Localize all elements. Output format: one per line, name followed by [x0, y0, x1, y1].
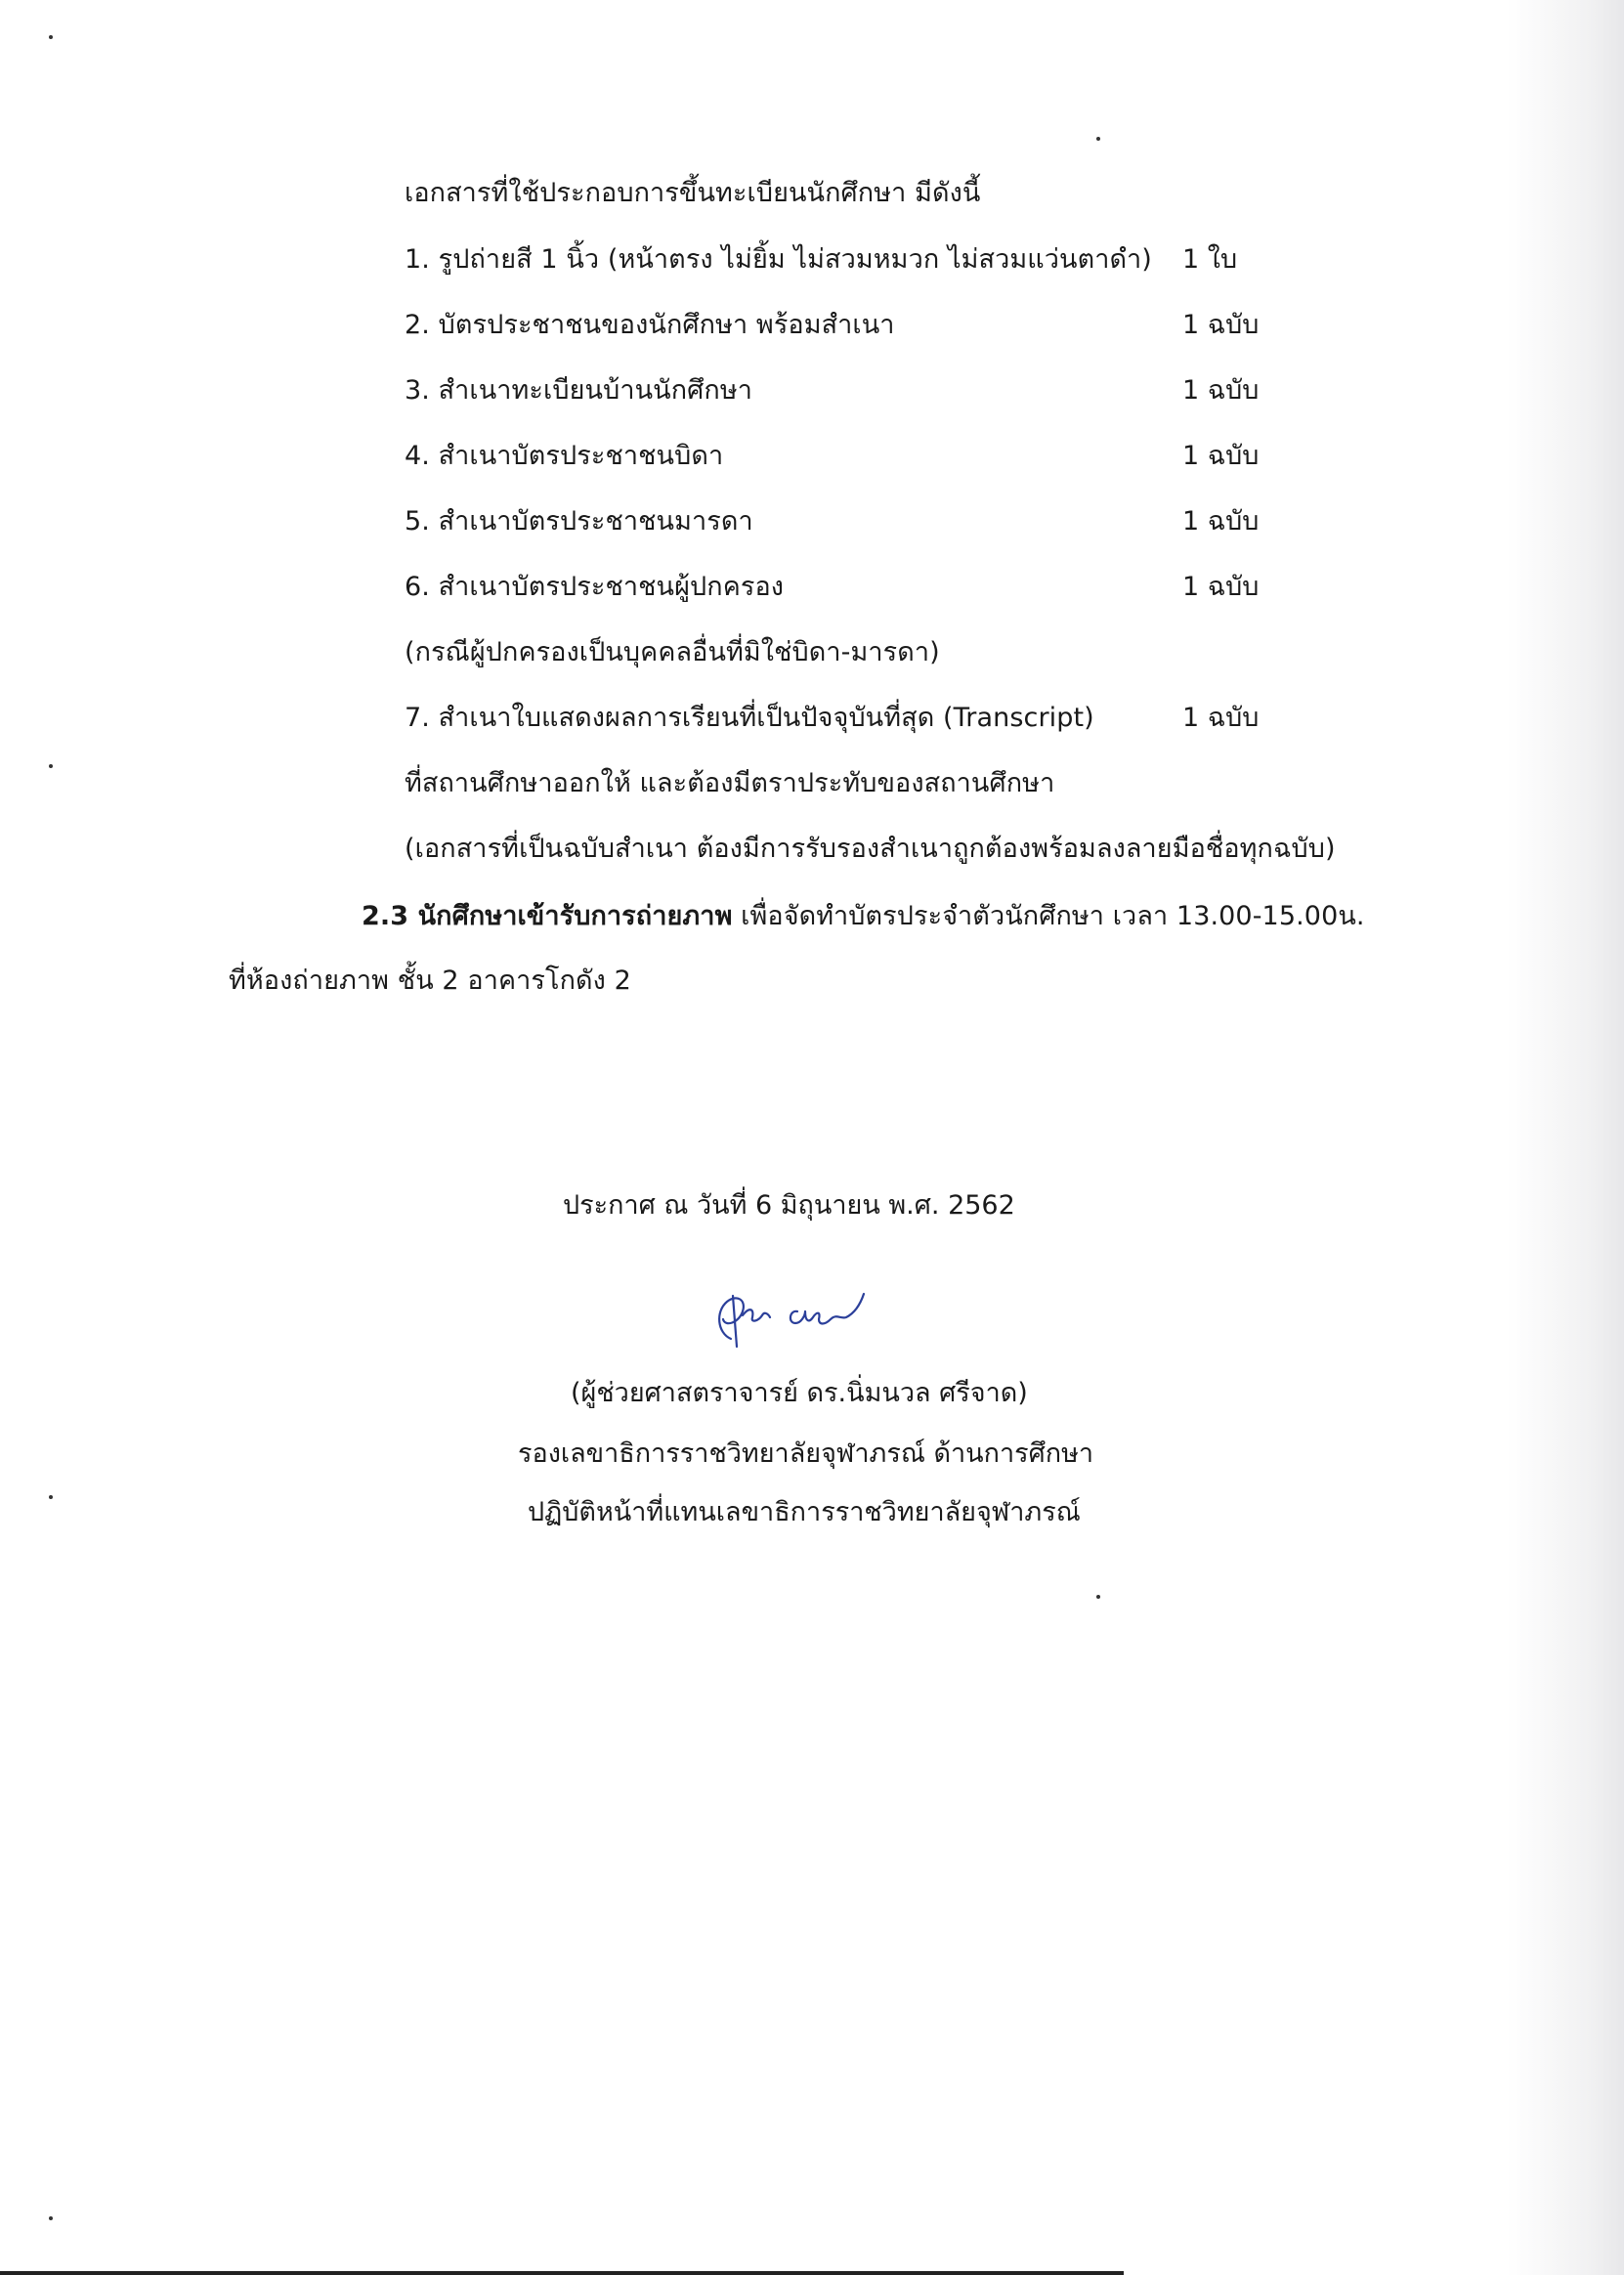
- section-2-3-paragraph: [362, 899, 1365, 934]
- list-item: 3. สำเนาทะเบียนบ้านนักศึกษา: [405, 375, 752, 406]
- scan-speck: [49, 2216, 53, 2220]
- list-item: 5. สำเนาบัตรประชาชนมารดา: [405, 506, 753, 537]
- scan-speck: [49, 35, 53, 39]
- section-2-3-heading: 2.3 นักศึกษาเข้ารับการถ่ายภาพ: [362, 901, 733, 931]
- scan-speck: [49, 764, 53, 768]
- list-item: 1. รูปถ่ายสี 1 นิ้ว (หน้าตรง ไม่ยิ้ม ไม่สวมหมวก ไม่สวมแว่นตาดำ): [405, 244, 1152, 275]
- list-item-quantity: 1 ฉบับ: [1182, 375, 1260, 406]
- announcement-date: ประกาศ ณ วันที่ 6 มิถุนายน พ.ศ. 2562: [563, 1190, 1015, 1221]
- scan-bottom-edge: [0, 2271, 1124, 2275]
- scan-speck: [1096, 137, 1100, 141]
- documents-heading: เอกสารที่ใช้ประกอบการขึ้นทะเบียนนักศึกษา มีดังนี้: [405, 178, 981, 208]
- list-item: 2. บัตรประชาชนของนักศึกษา พร้อมสำเนา: [405, 310, 895, 340]
- scan-edge-shadow: [1507, 0, 1624, 2275]
- list-item-quantity: 1 ใบ: [1182, 244, 1238, 275]
- signatory-name: (ผู้ช่วยศาสตราจารย์ ดร.นิ่มนวล ศรีจาด): [571, 1378, 1028, 1408]
- list-item-quantity: 1 ฉบับ: [1182, 441, 1260, 471]
- list-item: 6. สำเนาบัตรประชาชนผู้ปกครอง: [405, 572, 785, 602]
- certification-note: (เอกสารที่เป็นฉบับสำเนา ต้องมีการรับรองสำเนาถูกต้องพร้อมลงลายมือชื่อทุกฉบับ): [405, 834, 1336, 864]
- list-item-quantity: 1 ฉบับ: [1182, 703, 1260, 733]
- list-item-quantity: 1 ฉบับ: [1182, 506, 1260, 537]
- list-item-quantity: 1 ฉบับ: [1182, 310, 1260, 340]
- scan-speck: [49, 1495, 53, 1499]
- signatory-title: รองเลขาธิการราชวิทยาลัยจุฬาภรณ์ ด้านการศึกษา: [518, 1438, 1094, 1469]
- scan-speck: [1096, 1595, 1100, 1599]
- signature-image: [704, 1282, 879, 1352]
- section-2-3-continuation: ที่ห้องถ่ายภาพ ชั้น 2 อาคารโกดัง 2: [229, 966, 631, 996]
- list-item: 4. สำเนาบัตรประชาชนบิดา: [405, 441, 724, 471]
- signatory-acting-title: ปฏิบัติหน้าที่แทนเลขาธิการราชวิทยาลัยจุฬาภรณ์: [528, 1497, 1081, 1527]
- section-2-3-text: เพื่อจัดทำบัตรประจำตัวนักศึกษา เวลา 13.00-15.00น.: [732, 901, 1365, 931]
- list-item-note: (กรณีผู้ปกครองเป็นบุคคลอื่นที่มิใช่บิดา-มารดา): [405, 637, 940, 667]
- list-item-continuation: ที่สถานศึกษาออกให้ และต้องมีตราประทับของสถานศึกษา: [405, 768, 1055, 798]
- list-item: 7. สำเนาใบแสดงผลการเรียนที่เป็นปัจจุบันที่สุด (Transcript): [405, 703, 1094, 733]
- list-item-quantity: 1 ฉบับ: [1182, 572, 1260, 602]
